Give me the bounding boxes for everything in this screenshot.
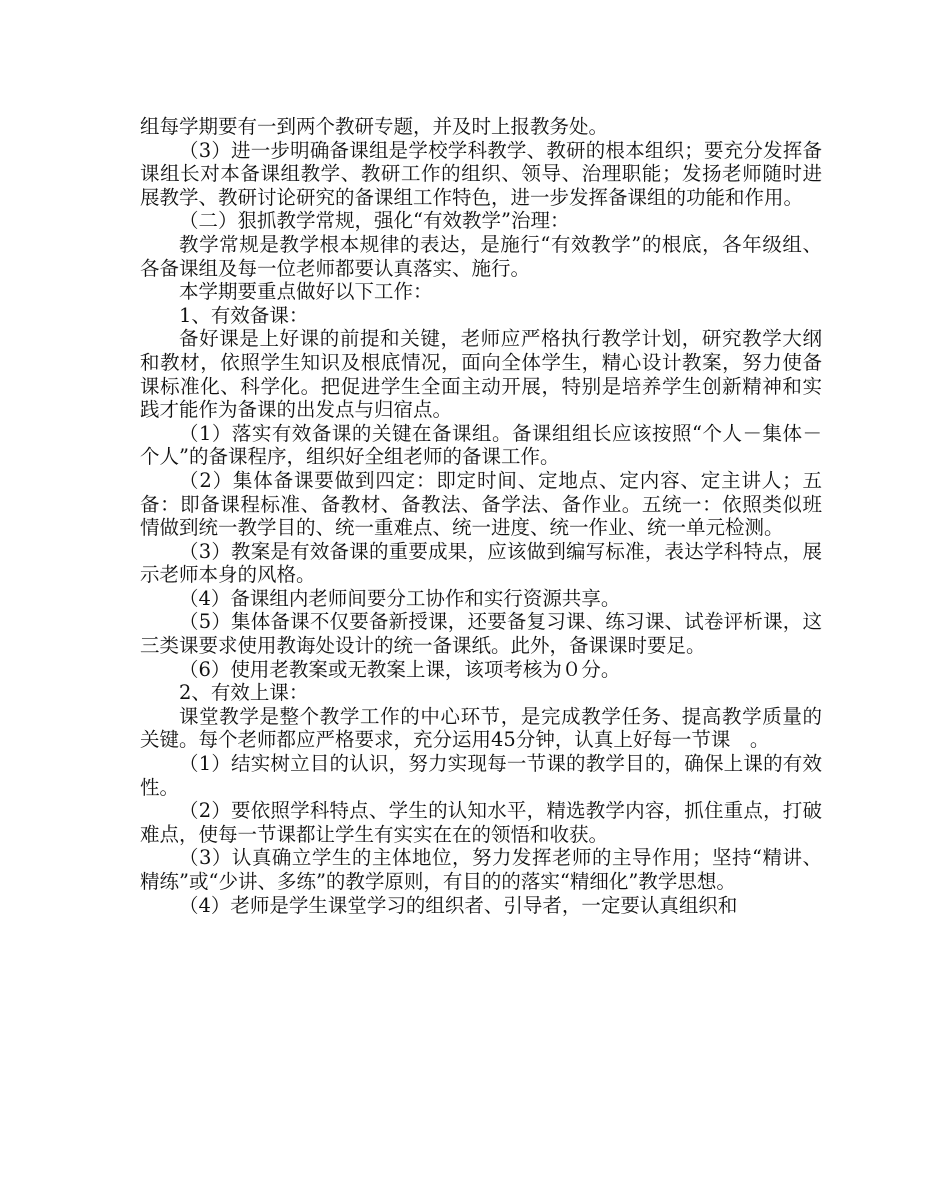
paragraph-6: 1、有效备课：	[179, 303, 309, 327]
paragraph-4: 教学常规是教学根本规律的表达，是施行“有效教学”的根底，各年级组、各备课组及每一位老师都要认真落实、施行。	[140, 232, 822, 280]
paragraph-3: （二）狠抓教学常规，强化“有效教学”治理：	[179, 209, 570, 233]
paragraph-18: （3）认真确立学生的主体地位，努力发挥老师的主导作用；坚持“精讲、精练”或“少讲、多练”的教学原则，有目的的落实“精细化”教学思想。	[140, 846, 822, 893]
paragraph-7: 备好课是上好课的前提和关键，老师应严格执行教学计划，研究教学大纲和教材，依照学生知识及根底情况，面向全体学生，精心设计教案，努力使备课标准化、科学化。把促进学生全面主动开展，特别是培养学生创新精神和实践才能作为备课的出发点与归宿点。	[140, 327, 822, 422]
paragraph-9: （2）集体备课要做到四定：即定时间、定地点、定内容、定主讲人；五备：即备课程标准、备教材、备教法、备学法、备作业。五统一：依照类似班情做到统一教学目的、统一重难点、统一进度、统一作业、统一单元检测。	[140, 468, 822, 540]
paragraph-10: （3）教案是有效备课的重要成果，应该做到编写标准，表达学科特点，展示老师本身的风格。	[140, 539, 822, 587]
paragraph-12: （5）集体备课不仅要备新授课，还要备复习课、练习课、试卷评析课，这三类课要求使用教诲处设计的统一备课纸。此外，备课课时要足。	[140, 610, 822, 658]
paragraph-15: 课堂教学是整个教学工作的中心环节，是完成教学任务、提高教学质量的关键。每个老师都应严格要求，充分运用45分钟，认真上好每一节课 。	[140, 704, 822, 752]
paragraph-14: 2、有效上课：	[179, 681, 309, 705]
paragraph-1: 组每学期要有一到两个教研专题，并及时上报教务处。	[140, 115, 609, 138]
paragraph-8: （1）落实有效备课的关键在备课组。备课组组长应该按照“个人－集体－个人”的备课程序，组织好全组老师的备课工作。	[140, 421, 822, 469]
paragraph-5: 本学期要重点做好以下工作：	[179, 280, 433, 304]
paragraph-17: （2）要依照学科特点、学生的认知水平，精选教学内容，抓住重点，打破难点，使每一节课都让学生有实实在在的领悟和收获。	[140, 799, 822, 846]
paragraph-11: （4）备课组内老师间要分工协作和实行资源共享。	[179, 586, 621, 610]
document-body	[140, 115, 822, 917]
paragraph-19: （4）老师是学生课堂学习的组织者、引导者，一定要认真组织和	[179, 893, 738, 917]
paragraph-13: （6）使用老教案或无教案上课，该项考核为０分。	[179, 657, 621, 681]
paragraph-2: （3）进一步明确备课组是学校学科教学、教研的根本组织；要充分发挥备课组长对本备课组教学、教研工作的组织、领导、治理职能；发扬老师随时进展教学、教研讨论研究的备课组工作特色，进一步发挥备课组的功能和作用。	[140, 138, 822, 209]
paragraph-16: （1）结实树立目的认识，努力实现每一节课的教学目的，确保上课的有效性。	[140, 752, 822, 799]
